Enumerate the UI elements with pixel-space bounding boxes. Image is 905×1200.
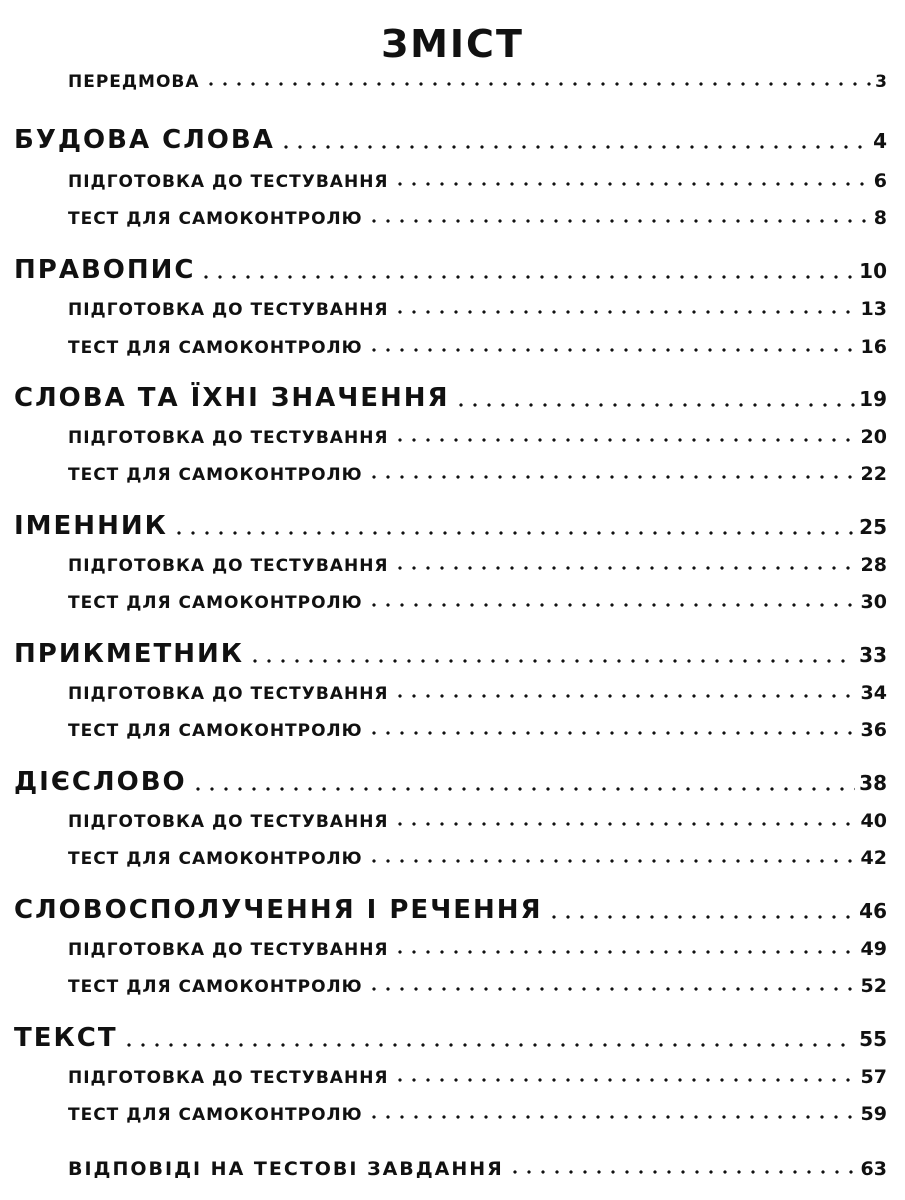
toc-subentry[interactable] bbox=[68, 554, 887, 576]
toc-subentry[interactable] bbox=[68, 847, 887, 869]
toc-subentry-label: ПІДГОТОВКА ДО ТЕСТУВАННЯ bbox=[68, 684, 389, 704]
dot-leader bbox=[367, 731, 857, 735]
toc-page-number: 20 bbox=[860, 426, 887, 448]
dot-leader bbox=[199, 275, 855, 279]
toc-page-number: 3 bbox=[875, 72, 887, 92]
toc-subentry-label: ПІДГОТОВКА ДО ТЕСТУВАННЯ bbox=[68, 812, 389, 832]
toc-entry-label: ПЕРЕДМОВА bbox=[68, 72, 200, 92]
dot-leader bbox=[393, 822, 857, 826]
toc-subentry[interactable] bbox=[68, 938, 887, 960]
dot-leader bbox=[367, 219, 870, 223]
toc-subentry[interactable] bbox=[68, 1103, 887, 1125]
toc-section[interactable] bbox=[14, 511, 887, 541]
toc-subentry[interactable] bbox=[68, 719, 887, 741]
toc-subentry-label: ТЕСТ ДЛЯ САМОКОНТРОЛЮ bbox=[68, 977, 363, 997]
dot-leader bbox=[393, 694, 857, 698]
toc-section[interactable] bbox=[14, 125, 887, 155]
page-title: ЗМІСТ bbox=[381, 22, 524, 66]
toc-page-number: 57 bbox=[860, 1066, 887, 1088]
toc-subentry-label: ТЕСТ ДЛЯ САМОКОНТРОЛЮ bbox=[68, 1105, 363, 1125]
toc-page-number: 49 bbox=[860, 938, 887, 960]
toc-section-label: БУДОВА СЛОВА bbox=[14, 125, 275, 155]
toc-page-number: 22 bbox=[860, 463, 887, 485]
toc-subentry-label: ПІДГОТОВКА ДО ТЕСТУВАННЯ bbox=[68, 300, 389, 320]
toc-page-number: 38 bbox=[859, 771, 887, 795]
toc-subentry[interactable] bbox=[68, 298, 887, 320]
toc-section[interactable] bbox=[14, 255, 887, 285]
toc-subentry[interactable] bbox=[68, 426, 887, 448]
toc-page-number: 30 bbox=[860, 591, 887, 613]
dot-leader bbox=[393, 310, 857, 314]
dot-leader bbox=[248, 659, 855, 663]
toc-entry-answers[interactable] bbox=[68, 1158, 887, 1180]
toc-subentry[interactable] bbox=[68, 810, 887, 832]
dot-leader bbox=[367, 603, 857, 607]
toc-subentry[interactable] bbox=[68, 591, 887, 613]
toc-section[interactable] bbox=[14, 1023, 887, 1053]
toc-section-label: СЛОВОСПОЛУЧЕННЯ І РЕЧЕННЯ bbox=[14, 895, 543, 925]
toc-page-number: 46 bbox=[859, 899, 887, 923]
toc-page-number: 4 bbox=[873, 129, 887, 153]
dot-leader bbox=[454, 403, 856, 407]
dot-leader bbox=[367, 859, 857, 863]
toc-page-number: 36 bbox=[860, 719, 887, 741]
dot-leader bbox=[547, 915, 856, 919]
dot-leader bbox=[279, 145, 869, 149]
dot-leader bbox=[508, 1170, 857, 1174]
dot-leader bbox=[393, 182, 870, 186]
toc-subentry-label: ТЕСТ ДЛЯ САМОКОНТРОЛЮ bbox=[68, 338, 363, 358]
toc-subentry[interactable] bbox=[68, 336, 887, 358]
toc-section-label: ДІЄСЛОВО bbox=[14, 767, 187, 797]
toc-subentry[interactable] bbox=[68, 1066, 887, 1088]
toc-subentry-label: ТЕСТ ДЛЯ САМОКОНТРОЛЮ bbox=[68, 593, 363, 613]
dot-leader bbox=[172, 531, 855, 535]
toc-page-number: 59 bbox=[860, 1103, 887, 1125]
dot-leader bbox=[393, 950, 857, 954]
toc-section[interactable] bbox=[14, 895, 887, 925]
toc-page-number: 19 bbox=[859, 387, 887, 411]
toc-page-number: 34 bbox=[860, 682, 887, 704]
toc-entry-label: ВІДПОВІДІ НА ТЕСТОВІ ЗАВДАННЯ bbox=[68, 1158, 504, 1180]
dot-leader bbox=[367, 475, 857, 479]
toc-subentry-label: ПІДГОТОВКА ДО ТЕСТУВАННЯ bbox=[68, 556, 389, 576]
toc-section[interactable] bbox=[14, 639, 887, 669]
toc-subentry-label: ТЕСТ ДЛЯ САМОКОНТРОЛЮ bbox=[68, 209, 363, 229]
toc-subentry-label: ПІДГОТОВКА ДО ТЕСТУВАННЯ bbox=[68, 1068, 389, 1088]
toc-page-number: 10 bbox=[859, 259, 887, 283]
dot-leader bbox=[393, 438, 857, 442]
toc-page-number: 42 bbox=[860, 847, 887, 869]
toc-section-label: СЛОВА ТА ЇХНІ ЗНАЧЕННЯ bbox=[14, 383, 450, 413]
toc-page-number: 33 bbox=[859, 643, 887, 667]
dot-leader bbox=[367, 1115, 857, 1119]
toc-page-number: 25 bbox=[859, 515, 887, 539]
toc-subentry[interactable] bbox=[68, 682, 887, 704]
dot-leader bbox=[393, 566, 857, 570]
toc-subentry-label: ТЕСТ ДЛЯ САМОКОНТРОЛЮ bbox=[68, 721, 363, 741]
toc-subentry[interactable] bbox=[68, 975, 887, 997]
toc-page-number: 52 bbox=[860, 975, 887, 997]
toc-page-number: 63 bbox=[860, 1158, 887, 1180]
dot-leader bbox=[393, 1078, 857, 1082]
toc-subentry-label: ПІДГОТОВКА ДО ТЕСТУВАННЯ bbox=[68, 940, 389, 960]
toc-page-number: 55 bbox=[859, 1027, 887, 1051]
dot-leader bbox=[367, 987, 857, 991]
dot-leader bbox=[191, 787, 856, 791]
toc-entry-preface[interactable] bbox=[68, 72, 887, 92]
dot-leader bbox=[122, 1043, 856, 1047]
toc-section-label: ІМЕННИК bbox=[14, 511, 168, 541]
toc-subentry[interactable] bbox=[68, 463, 887, 485]
toc-subentry[interactable] bbox=[68, 170, 887, 192]
toc-page-number: 6 bbox=[873, 170, 887, 192]
toc-page-number: 28 bbox=[860, 554, 887, 576]
toc-subentry-label: ПІДГОТОВКА ДО ТЕСТУВАННЯ bbox=[68, 172, 389, 192]
toc-section-label: ПРАВОПИС bbox=[14, 255, 196, 285]
toc-section-label: ПРИКМЕТНИК bbox=[14, 639, 244, 669]
toc-page-number: 13 bbox=[860, 298, 887, 320]
toc-page-number: 8 bbox=[873, 207, 887, 229]
toc-page-number: 40 bbox=[860, 810, 887, 832]
toc-subentry-label: ТЕСТ ДЛЯ САМОКОНТРОЛЮ bbox=[68, 465, 363, 485]
dot-leader bbox=[204, 82, 872, 86]
toc-section[interactable] bbox=[14, 383, 887, 413]
dot-leader bbox=[367, 348, 857, 352]
toc-section-label: ТЕКСТ bbox=[14, 1023, 118, 1053]
toc-section[interactable] bbox=[14, 767, 887, 797]
toc-page-number: 16 bbox=[860, 336, 887, 358]
toc-subentry[interactable] bbox=[68, 207, 887, 229]
toc-subentry-label: ПІДГОТОВКА ДО ТЕСТУВАННЯ bbox=[68, 428, 389, 448]
toc-subentry-label: ТЕСТ ДЛЯ САМОКОНТРОЛЮ bbox=[68, 849, 363, 869]
